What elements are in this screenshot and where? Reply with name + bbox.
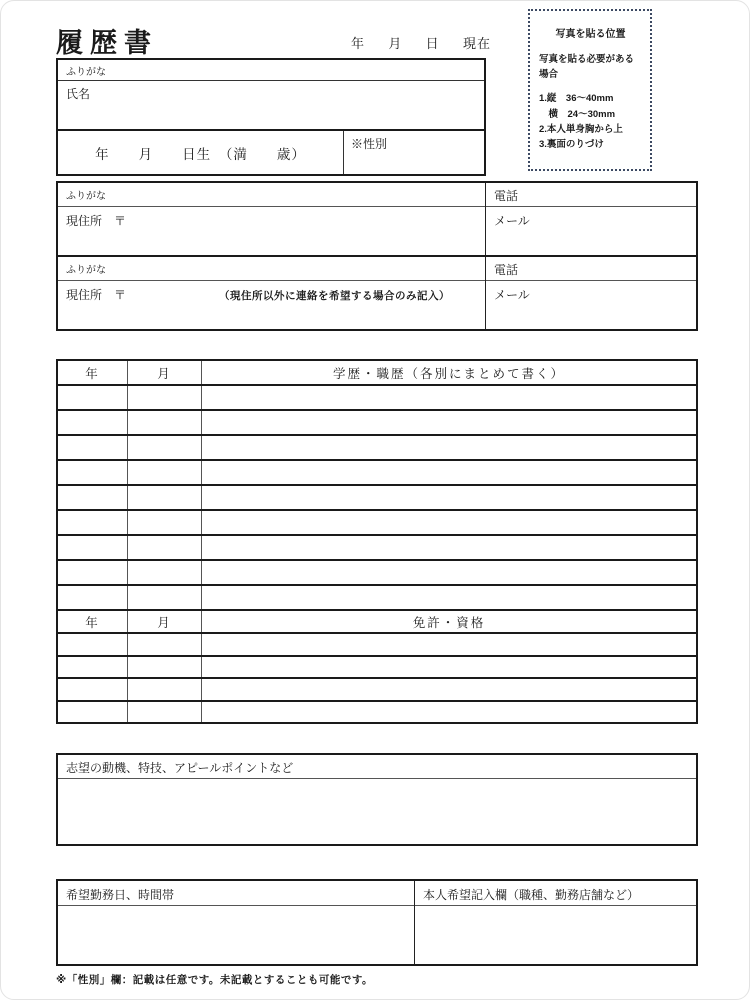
year-cell[interactable] (58, 561, 128, 584)
month-cell[interactable] (128, 634, 202, 655)
alt-email-label: メール (494, 288, 530, 302)
identity-section (56, 58, 486, 176)
work-schedule-field[interactable] (58, 906, 414, 964)
education-row (58, 584, 696, 609)
phone-field[interactable] (486, 183, 696, 207)
birthdate-field[interactable] (58, 131, 343, 174)
date-year-label: 年 (351, 36, 366, 51)
month-cell[interactable] (128, 436, 202, 459)
motivation-section (56, 753, 698, 846)
month-cell[interactable] (128, 561, 202, 584)
address-furigana-label: ふりがな (66, 191, 106, 202)
motivation-field[interactable] (58, 779, 696, 844)
education-row (58, 534, 696, 559)
gender-label: ※性別 (351, 137, 388, 151)
photo-box-rule-height: 1.縦 36～40mm (539, 93, 614, 105)
year-cell[interactable] (58, 679, 128, 700)
alt-email-field[interactable] (486, 281, 696, 329)
education-row (58, 409, 696, 434)
license-row (58, 655, 696, 678)
month-cell[interactable] (128, 657, 202, 678)
month-cell[interactable] (128, 511, 202, 534)
primary-address-block (58, 183, 696, 255)
year-cell[interactable] (58, 536, 128, 559)
license-header-row (58, 609, 696, 632)
photo-box-case-line2: 場合 (539, 69, 559, 81)
name-furigana-field[interactable] (58, 60, 484, 81)
name-field[interactable] (58, 81, 484, 131)
photo-placement-box (528, 9, 652, 171)
month-cell[interactable] (128, 486, 202, 509)
month-cell[interactable] (128, 679, 202, 700)
license-row (58, 677, 696, 700)
year-cell[interactable] (58, 511, 128, 534)
gender-footnote: ※「性別」欄：記載は任意です。未記載とすることも可能です。 (56, 974, 374, 986)
alt-address-label: 現住所 〒 (66, 288, 127, 302)
alternate-address-block (58, 255, 696, 329)
month-cell[interactable] (128, 411, 202, 434)
education-row (58, 559, 696, 584)
license-year-header: 年 (58, 611, 128, 632)
date-month-label: 月 (388, 36, 403, 51)
work-schedule-label: 希望勤務日、時間帯 (58, 881, 414, 906)
month-cell[interactable] (128, 536, 202, 559)
email-field[interactable] (486, 207, 696, 255)
year-cell[interactable] (58, 634, 128, 655)
address-furigana-field[interactable] (58, 183, 485, 207)
month-cell[interactable] (128, 702, 202, 723)
education-rows (58, 384, 696, 609)
detail-cell[interactable] (202, 679, 696, 700)
detail-cell[interactable] (202, 702, 696, 723)
gender-field[interactable] (343, 131, 484, 174)
date-day-label: 日 (425, 36, 440, 51)
year-cell[interactable] (58, 657, 128, 678)
month-cell[interactable] (128, 461, 202, 484)
detail-cell[interactable] (202, 461, 696, 484)
education-row (58, 384, 696, 409)
education-row (58, 509, 696, 534)
name-label: 氏名 (66, 87, 91, 101)
education-row (58, 484, 696, 509)
current-address-field[interactable] (58, 207, 485, 255)
alt-address-furigana-label: ふりがな (66, 265, 106, 276)
page-title: 履歴書 (56, 28, 158, 58)
license-row (58, 632, 696, 655)
alt-phone-label: 電話 (494, 263, 519, 277)
detail-cell[interactable] (202, 586, 696, 609)
year-cell[interactable] (58, 386, 128, 409)
license-title-header: 免許・資格 (412, 615, 486, 630)
detail-cell[interactable] (202, 436, 696, 459)
photo-box-title: 写真を貼る位置 (555, 29, 626, 40)
month-cell[interactable] (128, 586, 202, 609)
detail-cell[interactable] (202, 634, 696, 655)
license-row (58, 700, 696, 723)
date-current-label: 現在 (462, 36, 491, 51)
alt-address-note: （現住所以外に連絡を希望する場合のみ記入） (219, 291, 451, 302)
detail-cell[interactable] (202, 657, 696, 678)
name-furigana-label: ふりがな (66, 67, 106, 78)
license-month-header: 月 (128, 611, 202, 632)
preferences-section (56, 879, 698, 966)
detail-cell[interactable] (202, 561, 696, 584)
photo-box-case-line1: 写真を貼る必要がある (539, 54, 635, 65)
photo-box-rule-pose: 2.本人単身胸から上 (539, 123, 623, 135)
contact-section (56, 181, 698, 331)
personal-request-label: 本人希望記入欄（職種、勤務店舗など） (415, 881, 696, 906)
year-cell[interactable] (58, 461, 128, 484)
alt-address-furigana-field[interactable] (58, 257, 485, 281)
year-cell[interactable] (58, 586, 128, 609)
education-title-header: 学歴・職歴（各別にまとめて書く） (332, 366, 565, 381)
education-header-row (58, 361, 696, 384)
history-section (56, 359, 698, 724)
year-cell[interactable] (58, 486, 128, 509)
year-cell[interactable] (58, 702, 128, 723)
education-row (58, 434, 696, 459)
birthdate-label: 年 月 日生 （満 歳） (95, 146, 306, 162)
detail-cell[interactable] (202, 511, 696, 534)
date-as-of-line (351, 33, 491, 52)
phone-label: 電話 (494, 189, 519, 203)
current-address-label: 現住所 〒 (66, 214, 127, 228)
detail-cell[interactable] (202, 536, 696, 559)
email-label: メール (494, 214, 530, 228)
education-year-header: 年 (58, 361, 128, 384)
motivation-label: 志望の動機、特技、アピールポイントなど (58, 755, 696, 779)
year-cell[interactable] (58, 436, 128, 459)
photo-box-rule-width: 横 24～30mm (539, 108, 616, 120)
detail-cell[interactable] (202, 411, 696, 434)
education-month-header: 月 (128, 361, 202, 384)
education-row (58, 459, 696, 484)
alt-phone-field[interactable] (486, 257, 696, 281)
photo-box-rule-glue: 3.裏面のりづけ (539, 138, 604, 150)
alt-address-field[interactable] (58, 281, 485, 329)
personal-request-field[interactable] (415, 906, 696, 964)
year-cell[interactable] (58, 411, 128, 434)
license-rows (58, 632, 696, 722)
month-cell[interactable] (128, 386, 202, 409)
detail-cell[interactable] (202, 486, 696, 509)
detail-cell[interactable] (202, 386, 696, 409)
